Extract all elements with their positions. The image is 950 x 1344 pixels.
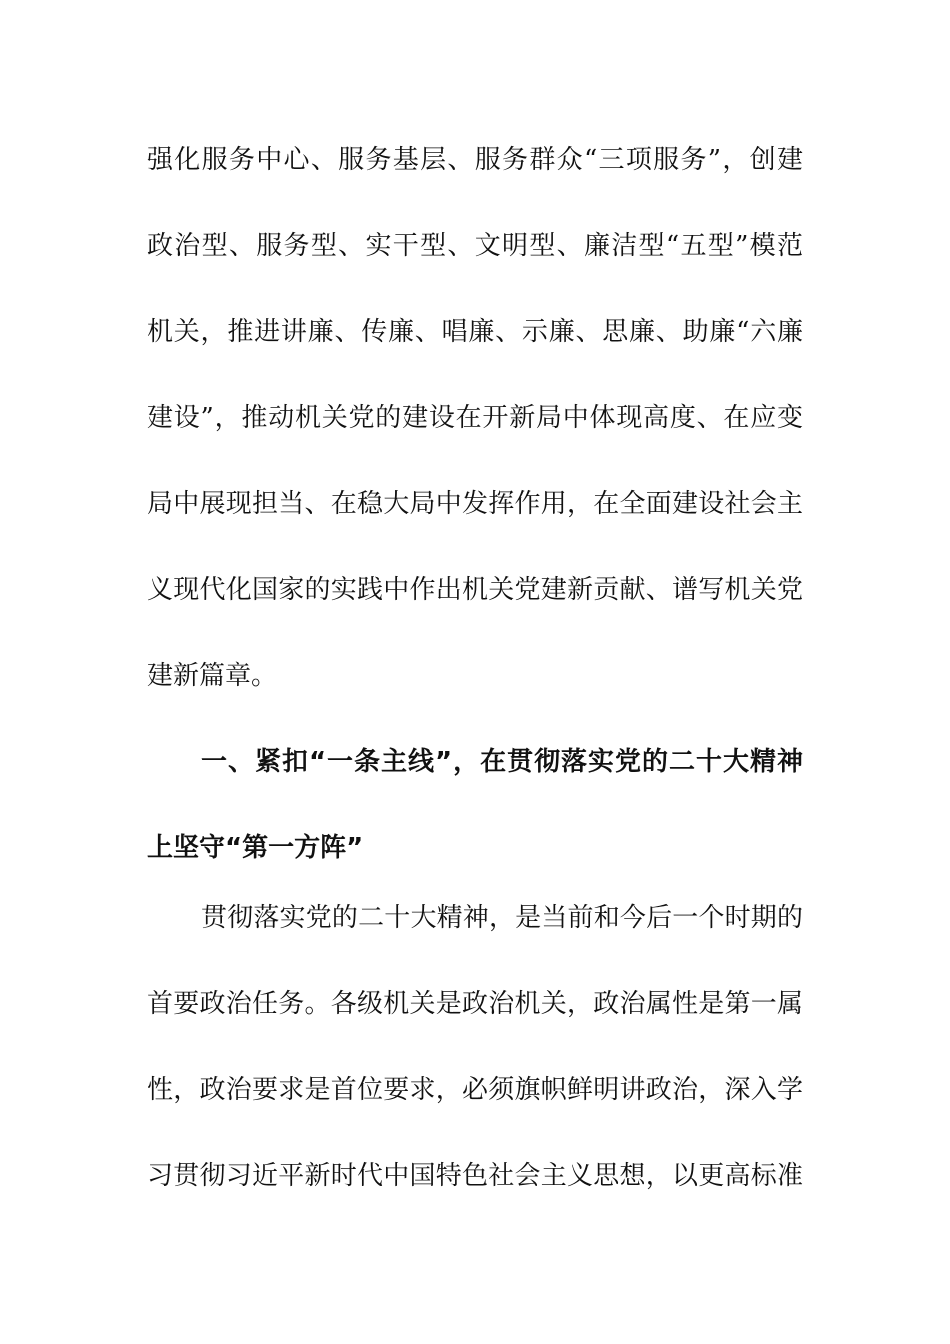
heading-line: 上坚守“第一方阵” [147, 833, 364, 863]
paragraph-line: 建新篇章。 [147, 661, 278, 691]
heading-line: 一、紧扣“一条主线”，在贯彻落实党的二十大精神 [201, 747, 803, 777]
paragraph-line: 局中展现担当、在稳大局中发挥作用，在全面建设社会主 [147, 489, 803, 519]
paragraph-line: 首要政治任务。各级机关是政治机关，政治属性是第一属 [147, 989, 803, 1019]
paragraph-line: 贯彻落实党的二十大精神，是当前和今后一个时期的 [201, 903, 803, 933]
paragraph-line: 性，政治要求是首位要求，必须旗帜鲜明讲政治，深入学 [147, 1075, 803, 1105]
paragraph-line: 义现代化国家的实践中作出机关党建新贡献、谱写机关党 [147, 575, 803, 605]
paragraph-line: 建设”，推动机关党的建设在开新局中体现高度、在应变 [147, 403, 803, 433]
paragraph-line: 机关，推进讲廉、传廉、唱廉、示廉、思廉、助廉“六廉 [147, 317, 803, 347]
paragraph-line: 习贯彻习近平新时代中国特色社会主义思想，以更高标准 [147, 1161, 803, 1191]
paragraph-line: 政治型、服务型、实干型、文明型、廉洁型“五型”模范 [147, 231, 803, 261]
paragraph-line: 强化服务中心、服务基层、服务群众“三项服务”，创建 [147, 145, 803, 175]
